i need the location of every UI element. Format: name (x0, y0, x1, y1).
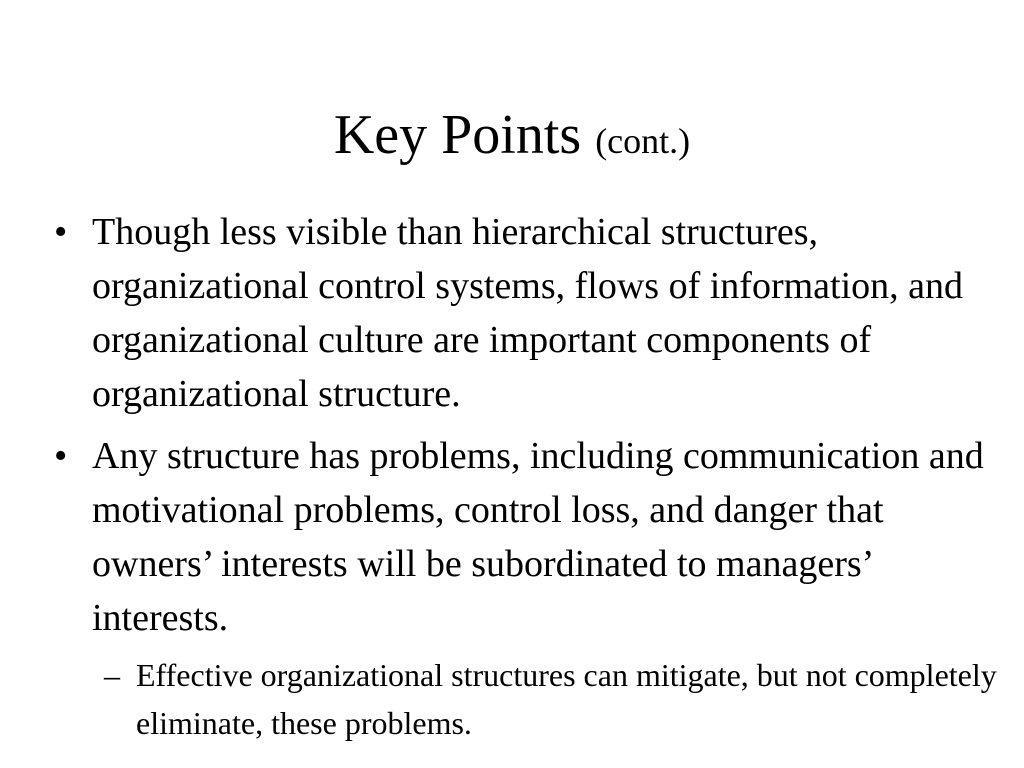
bullet-marker: • (54, 211, 68, 253)
sub-bullet-text: Effective organizational structures can mitigate, but not completely eliminate, these problems. (136, 657, 997, 741)
slide-title-suffix: (cont.) (595, 121, 691, 161)
bullet-list (0, 205, 1024, 747)
bullet-marker: • (54, 435, 68, 477)
bullet-item (0, 205, 1024, 421)
bullet-text: Any structure has problems, including communication and motivational problems, control loss, and danger that owners’ interests will be subordinated to managers’ interests. (92, 435, 984, 639)
bullet-item (0, 429, 1024, 645)
bullet-text: Though less visible than hierarchical structures, organizational control systems, flows of information, and organizational culture are important components of organizational structure. (92, 211, 964, 415)
slide-title (0, 100, 1024, 176)
sub-bullet-marker: – (104, 657, 120, 693)
slide-title-text: Key Points (333, 104, 582, 166)
sub-bullet-item (0, 651, 1024, 747)
